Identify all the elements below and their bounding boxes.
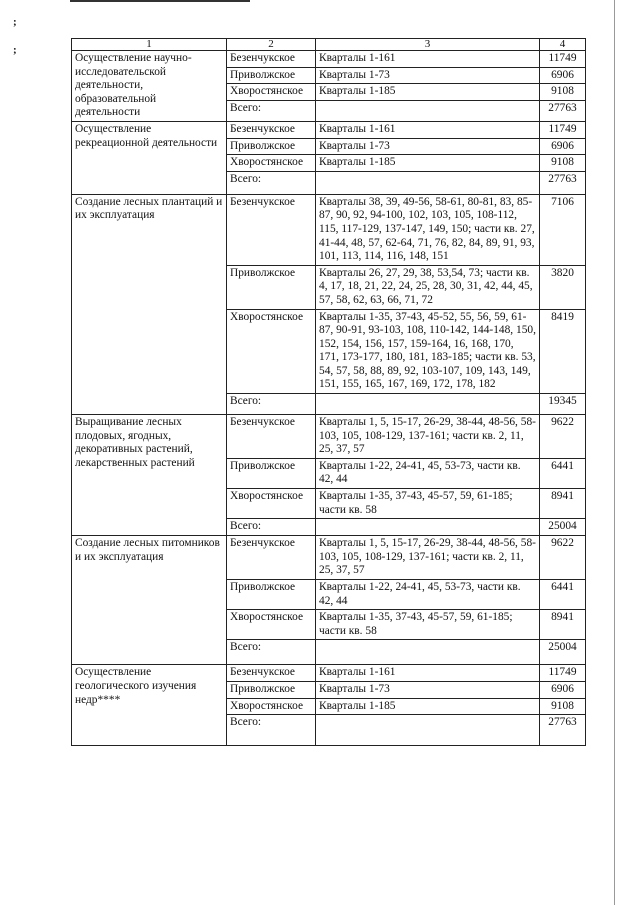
table-row	[72, 121, 586, 138]
forestry-cell: Приволжское	[227, 67, 316, 84]
area-value-cell: 11749	[540, 121, 586, 138]
quarters-cell: Кварталы 1-161	[316, 665, 540, 682]
quarters-cell: Кварталы 1-73	[316, 681, 540, 698]
total-label: Всего:	[227, 640, 316, 665]
table-row	[72, 194, 586, 265]
forestry-cell: Безенчукское	[227, 194, 316, 265]
forestry-cell: Хворостянское	[227, 84, 316, 101]
area-value-cell: 6906	[540, 681, 586, 698]
area-value-cell: 9622	[540, 536, 586, 580]
quarters-cell: Кварталы 1, 5, 15-17, 26-29, 38-44, 48-56, 58-103, 105, 108-129, 137-161; части кв. 2, 11, 25, 37, 57	[316, 415, 540, 459]
activity-cell: Выращивание лесных плодовых, ягодных, декоративных растений, лекарственных растений	[72, 415, 227, 536]
total-label: Всего:	[227, 100, 316, 121]
forestry-cell: Приволжское	[227, 265, 316, 309]
total-label: Всего:	[227, 715, 316, 746]
quarters-cell: Кварталы 26, 27, 29, 38, 53,54, 73; части кв. 4, 17, 18, 21, 22, 24, 25, 28, 30, 31, 42, 44, 45, 57, 58, 62, 63, 66, 71, 72	[316, 265, 540, 309]
activity-cell: Осуществление рекреационной деятельности	[72, 121, 227, 194]
area-value-cell: 6906	[540, 67, 586, 84]
forestry-cell: Хворостянское	[227, 610, 316, 640]
total-label: Всего:	[227, 171, 316, 194]
total-empty-cell	[316, 640, 540, 665]
column-number: 2	[227, 39, 316, 51]
forestry-cell: Приволжское	[227, 681, 316, 698]
area-value-cell: 8941	[540, 489, 586, 519]
total-empty-cell	[316, 394, 540, 415]
quarters-cell: Кварталы 38, 39, 49-56, 58-61, 80-81, 83, 85-87, 90, 92, 94-100, 102, 103, 105, 108-112, 115, 117-129, 137-147, 149, 150; части кв. 27, 41-44, 48, 57, 62-64, 71, 76, 82, 84, 89, 91, 93, 101, 113, 114, 116, 148, 151	[316, 194, 540, 265]
forestry-cell: Безенчукское	[227, 51, 316, 68]
table-row	[72, 536, 586, 580]
total-value-cell: 27763	[540, 100, 586, 121]
quarters-cell: Кварталы 1-35, 37-43, 45-57, 59, 61-185; части кв. 58	[316, 610, 540, 640]
total-value-cell: 19345	[540, 394, 586, 415]
margin-mark: ;	[13, 16, 17, 28]
quarters-cell: Кварталы 1-161	[316, 121, 540, 138]
forestry-cell: Хворостянское	[227, 698, 316, 715]
area-value-cell: 3820	[540, 265, 586, 309]
forestry-cell: Безенчукское	[227, 536, 316, 580]
total-label: Всего:	[227, 519, 316, 536]
total-empty-cell	[316, 100, 540, 121]
forestry-cell: Приволжское	[227, 138, 316, 155]
forestry-cell: Безенчукское	[227, 665, 316, 682]
area-value-cell: 8419	[540, 309, 586, 394]
column-number: 1	[72, 39, 227, 51]
column-number: 3	[316, 39, 540, 51]
forestry-cell: Безенчукское	[227, 415, 316, 459]
total-empty-cell	[316, 519, 540, 536]
table-row	[72, 665, 586, 682]
forestry-cell: Безенчукское	[227, 121, 316, 138]
activity-cell: Создание лесных плантаций и их эксплуатация	[72, 194, 227, 414]
forestry-cell: Приволжское	[227, 580, 316, 610]
quarters-cell: Кварталы 1-185	[316, 84, 540, 101]
total-value-cell: 25004	[540, 640, 586, 665]
area-value-cell: 11749	[540, 665, 586, 682]
quarters-cell: Кварталы 1-185	[316, 698, 540, 715]
forestry-cell: Приволжское	[227, 458, 316, 488]
total-value-cell: 27763	[540, 715, 586, 746]
table-row	[72, 51, 586, 68]
area-value-cell: 6441	[540, 580, 586, 610]
area-value-cell: 8941	[540, 610, 586, 640]
quarters-cell: Кварталы 1-161	[316, 51, 540, 68]
quarters-cell: Кварталы 1-22, 24-41, 45, 53-73, части кв. 42, 44	[316, 458, 540, 488]
area-value-cell: 7106	[540, 194, 586, 265]
activity-cell: Создание лесных питомников и их эксплуатация	[72, 536, 227, 665]
quarters-cell: Кварталы 1, 5, 15-17, 26-29, 38-44, 48-56, 58-103, 105, 108-129, 137-161; части кв. 2, 11, 25, 37, 57	[316, 536, 540, 580]
area-value-cell: 6441	[540, 458, 586, 488]
total-value-cell: 27763	[540, 171, 586, 194]
quarters-cell: Кварталы 1-22, 24-41, 45, 53-73, части кв. 42, 44	[316, 580, 540, 610]
area-value-cell: 9108	[540, 155, 586, 172]
quarters-cell: Кварталы 1-73	[316, 138, 540, 155]
forest-use-table	[71, 38, 586, 746]
total-value-cell: 25004	[540, 519, 586, 536]
area-value-cell: 6906	[540, 138, 586, 155]
quarters-cell: Кварталы 1-35, 37-43, 45-52, 55, 56, 59, 61-87, 90-91, 93-103, 108, 110-142, 144-148, 150, 152, 154, 156, 157, 159-164, 16, 168, 170, 171, 173-177, 180, 181, 183-185; части кв. 53, 54, 57, 58, 88, 89, 92, 103-107, 109, 143, 149, 151, 155, 165, 167, 169, 172, 178, 182	[316, 309, 540, 394]
quarters-cell: Кварталы 1-73	[316, 67, 540, 84]
quarters-cell: Кварталы 1-185	[316, 155, 540, 172]
total-empty-cell	[316, 171, 540, 194]
activity-cell: Осуществление научно-исследовательской деятельности, образовательной деятельности	[72, 51, 227, 122]
column-number: 4	[540, 39, 586, 51]
top-rule	[70, 0, 250, 2]
area-value-cell: 9108	[540, 84, 586, 101]
table-row	[72, 415, 586, 459]
total-empty-cell	[316, 715, 540, 746]
forestry-cell: Хворостянское	[227, 155, 316, 172]
total-label: Всего:	[227, 394, 316, 415]
column-number-row	[72, 39, 586, 51]
quarters-cell: Кварталы 1-35, 37-43, 45-57, 59, 61-185; части кв. 58	[316, 489, 540, 519]
activity-cell: Осуществление геологического изучения недр****	[72, 665, 227, 746]
margin-mark: ;	[13, 44, 17, 56]
forestry-cell: Хворостянское	[227, 309, 316, 394]
page-edge-line	[614, 0, 615, 905]
area-value-cell: 9108	[540, 698, 586, 715]
forestry-cell: Хворостянское	[227, 489, 316, 519]
area-value-cell: 9622	[540, 415, 586, 459]
area-value-cell: 11749	[540, 51, 586, 68]
